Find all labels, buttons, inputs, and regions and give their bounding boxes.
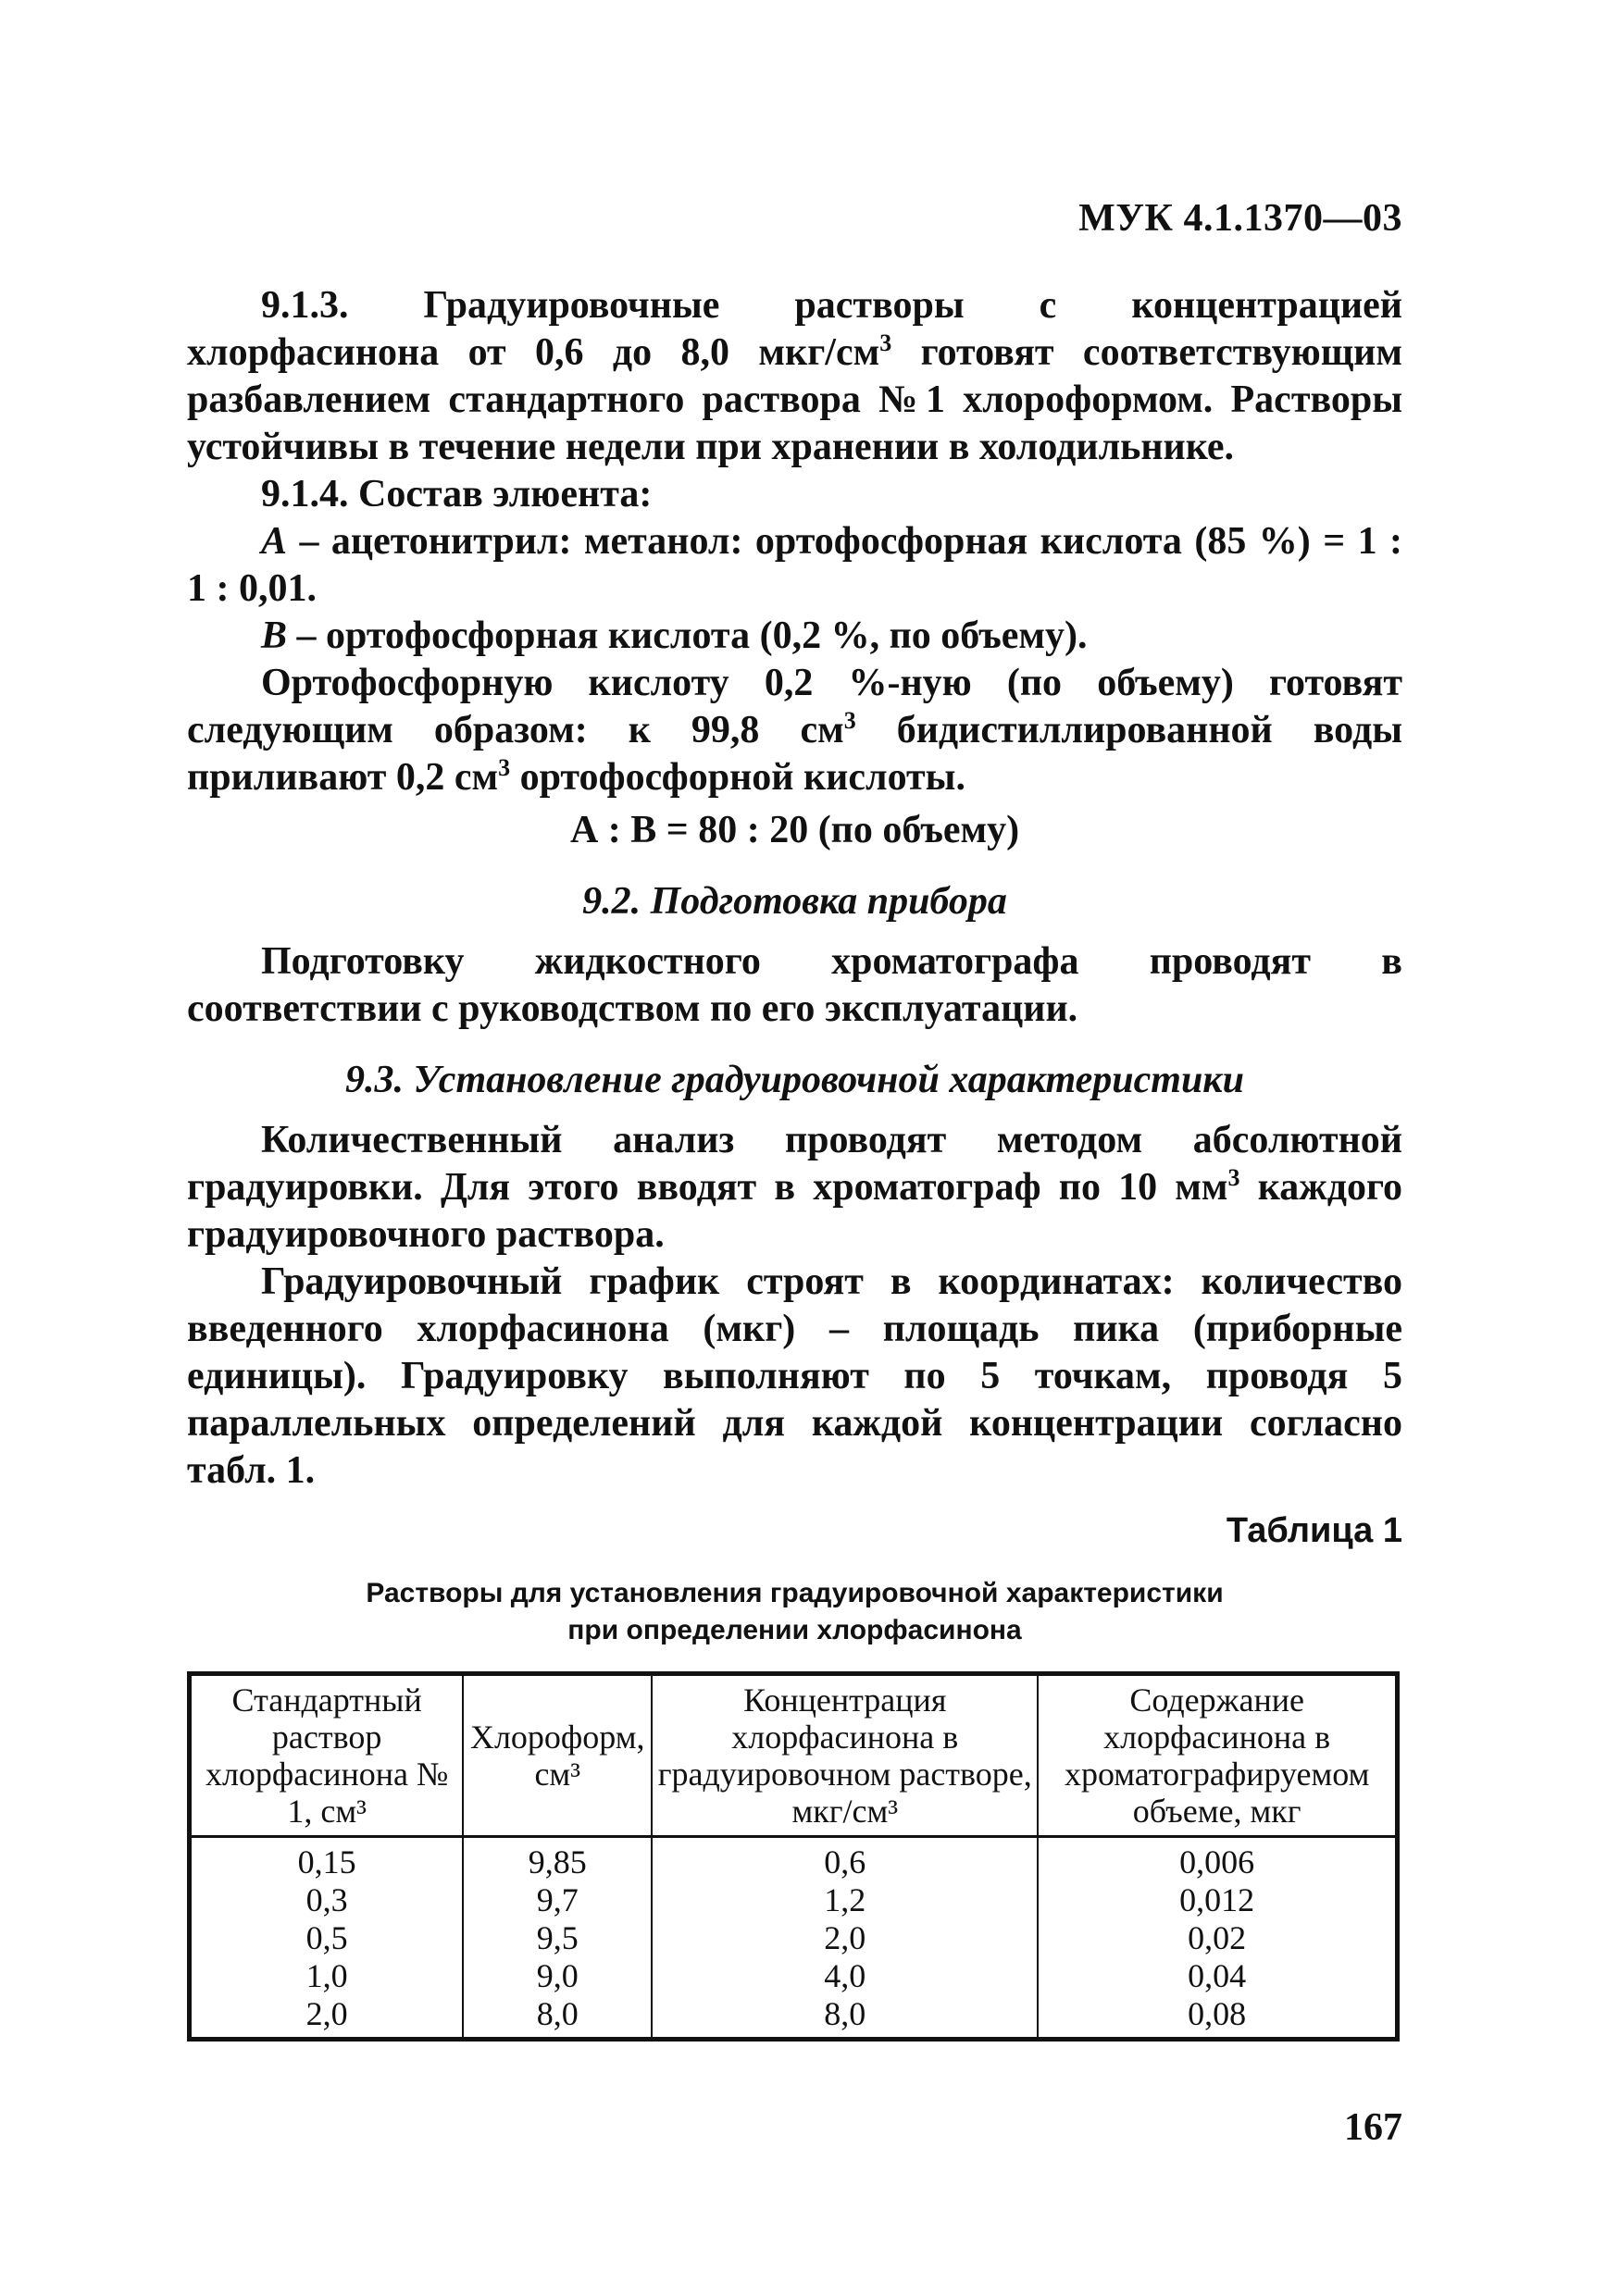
table-row [190,1995,1398,2040]
document-code: МУК 4.1.1370—03 [1078,197,1402,240]
table-row [190,1919,1398,1957]
table-cell: 9,7 [463,1881,652,1919]
table-header-cell: Концентрация хлорфасинона в градуировочном растворе, мкг/см³ [652,1674,1038,1837]
table-cell: 2,0 [190,1995,464,2040]
section-heading-9-2: 9.2. Подготовка прибора [582,880,1007,923]
table-cell: 0,3 [190,1881,464,1919]
paragraph-9-3-analysis: Количественный анализ проводят методом абсолютной градуировки. Для этого вводят в хроматограф по 10 $мм^3$ каждого градуировочного раствора. [187,1119,1402,1256]
table-cell: 4,0 [652,1957,1038,1995]
paragraph-9-3-graph: Градуировочный график строят в координатах: количество введенного хлорфасинона (мкг) – площадь пика (приборные единицы). Градуировку выполняют по 5 точкам, проводя 5 параллельных определений для каждой концентрации согласно табл. 1. [187,1260,1402,1492]
table-cell: 0,04 [1038,1957,1397,1995]
section-heading-9-3: 9.3. Установление градуировочной характеристики [345,1059,1244,1101]
table-cell: 9,5 [463,1919,652,1957]
table-cell: 9,0 [463,1957,652,1995]
calibration-table [187,1671,1400,2042]
paragraph-9-2: Подготовку жидкостного хроматографа проводят в соответствии с руководством по его эксплуатации. [187,940,1402,1030]
table-header-cell: Стандартный раствор хлорфасинона № 1, см³ [190,1674,464,1837]
table-row [190,1881,1398,1919]
table-cell: 1,2 [652,1881,1038,1919]
table-header-cell: Содержание хлорфасинона в хроматографируемом объеме, мкг [1038,1674,1397,1837]
table-row [190,1957,1398,1995]
document-body [187,282,1402,2042]
table-number-label: Таблица 1 [1226,1511,1402,1550]
table-cell: 0,012 [1038,1881,1397,1919]
table-cell: 8,0 [463,1995,652,2040]
table-cell: 1,0 [190,1957,464,1995]
paragraph-9-1-4-heading: 9.1.4. Состав элюента: [261,473,653,515]
eluent-a-definition: А – ацетонитрил: метанол: ортофосфорная кислота (85 %) = 1 : 1 : 0,01. [187,520,1402,610]
table-header-cell: Хлороформ, см³ [463,1674,652,1837]
table-cell: 0,006 [1038,1837,1397,1882]
acid-preparation-paragraph: Ортофосфорную кислоту 0,2 %-ную (по объему) готовят следующим образом: к 99,8 $см^3$ бидистиллированной воды приливают 0,2 $см^3$ ортофосфорной кислоты. [187,662,1402,799]
table-row [190,1837,1398,1882]
table-cell: 0,02 [1038,1919,1397,1957]
table-cell: 0,08 [1038,1995,1397,2040]
table-cell: 8,0 [652,1995,1038,2040]
table-header-row [190,1674,1398,1837]
page-number: 167 [1344,2106,1402,2149]
eluent-ratio: А : В = 80 : 20 (по объему) [569,809,1020,851]
table-cell: 0,15 [190,1837,464,1882]
eluent-b-definition: В – ортофосфорная кислота (0,2 %, по объему). [261,614,1088,657]
table-cell: 0,5 [190,1919,464,1957]
paragraph-9-1-3: 9.1.3. Градуировочные растворы с концентрацией хлорфасинона от 0,6 до 8,0 мкг/$см^3$ готовят соответствующим разбавлением стандартного раствора №1 хлороформом. Растворы устойчивы в течение недели при хранении в холодильнике. [187,284,1402,468]
table-title: Растворы для установления градуировочной характеристики при определении хлорфасинона [366,1578,1224,1645]
table-cell: 0,6 [652,1837,1038,1882]
table-cell: 9,85 [463,1837,652,1882]
table-cell: 2,0 [652,1919,1038,1957]
